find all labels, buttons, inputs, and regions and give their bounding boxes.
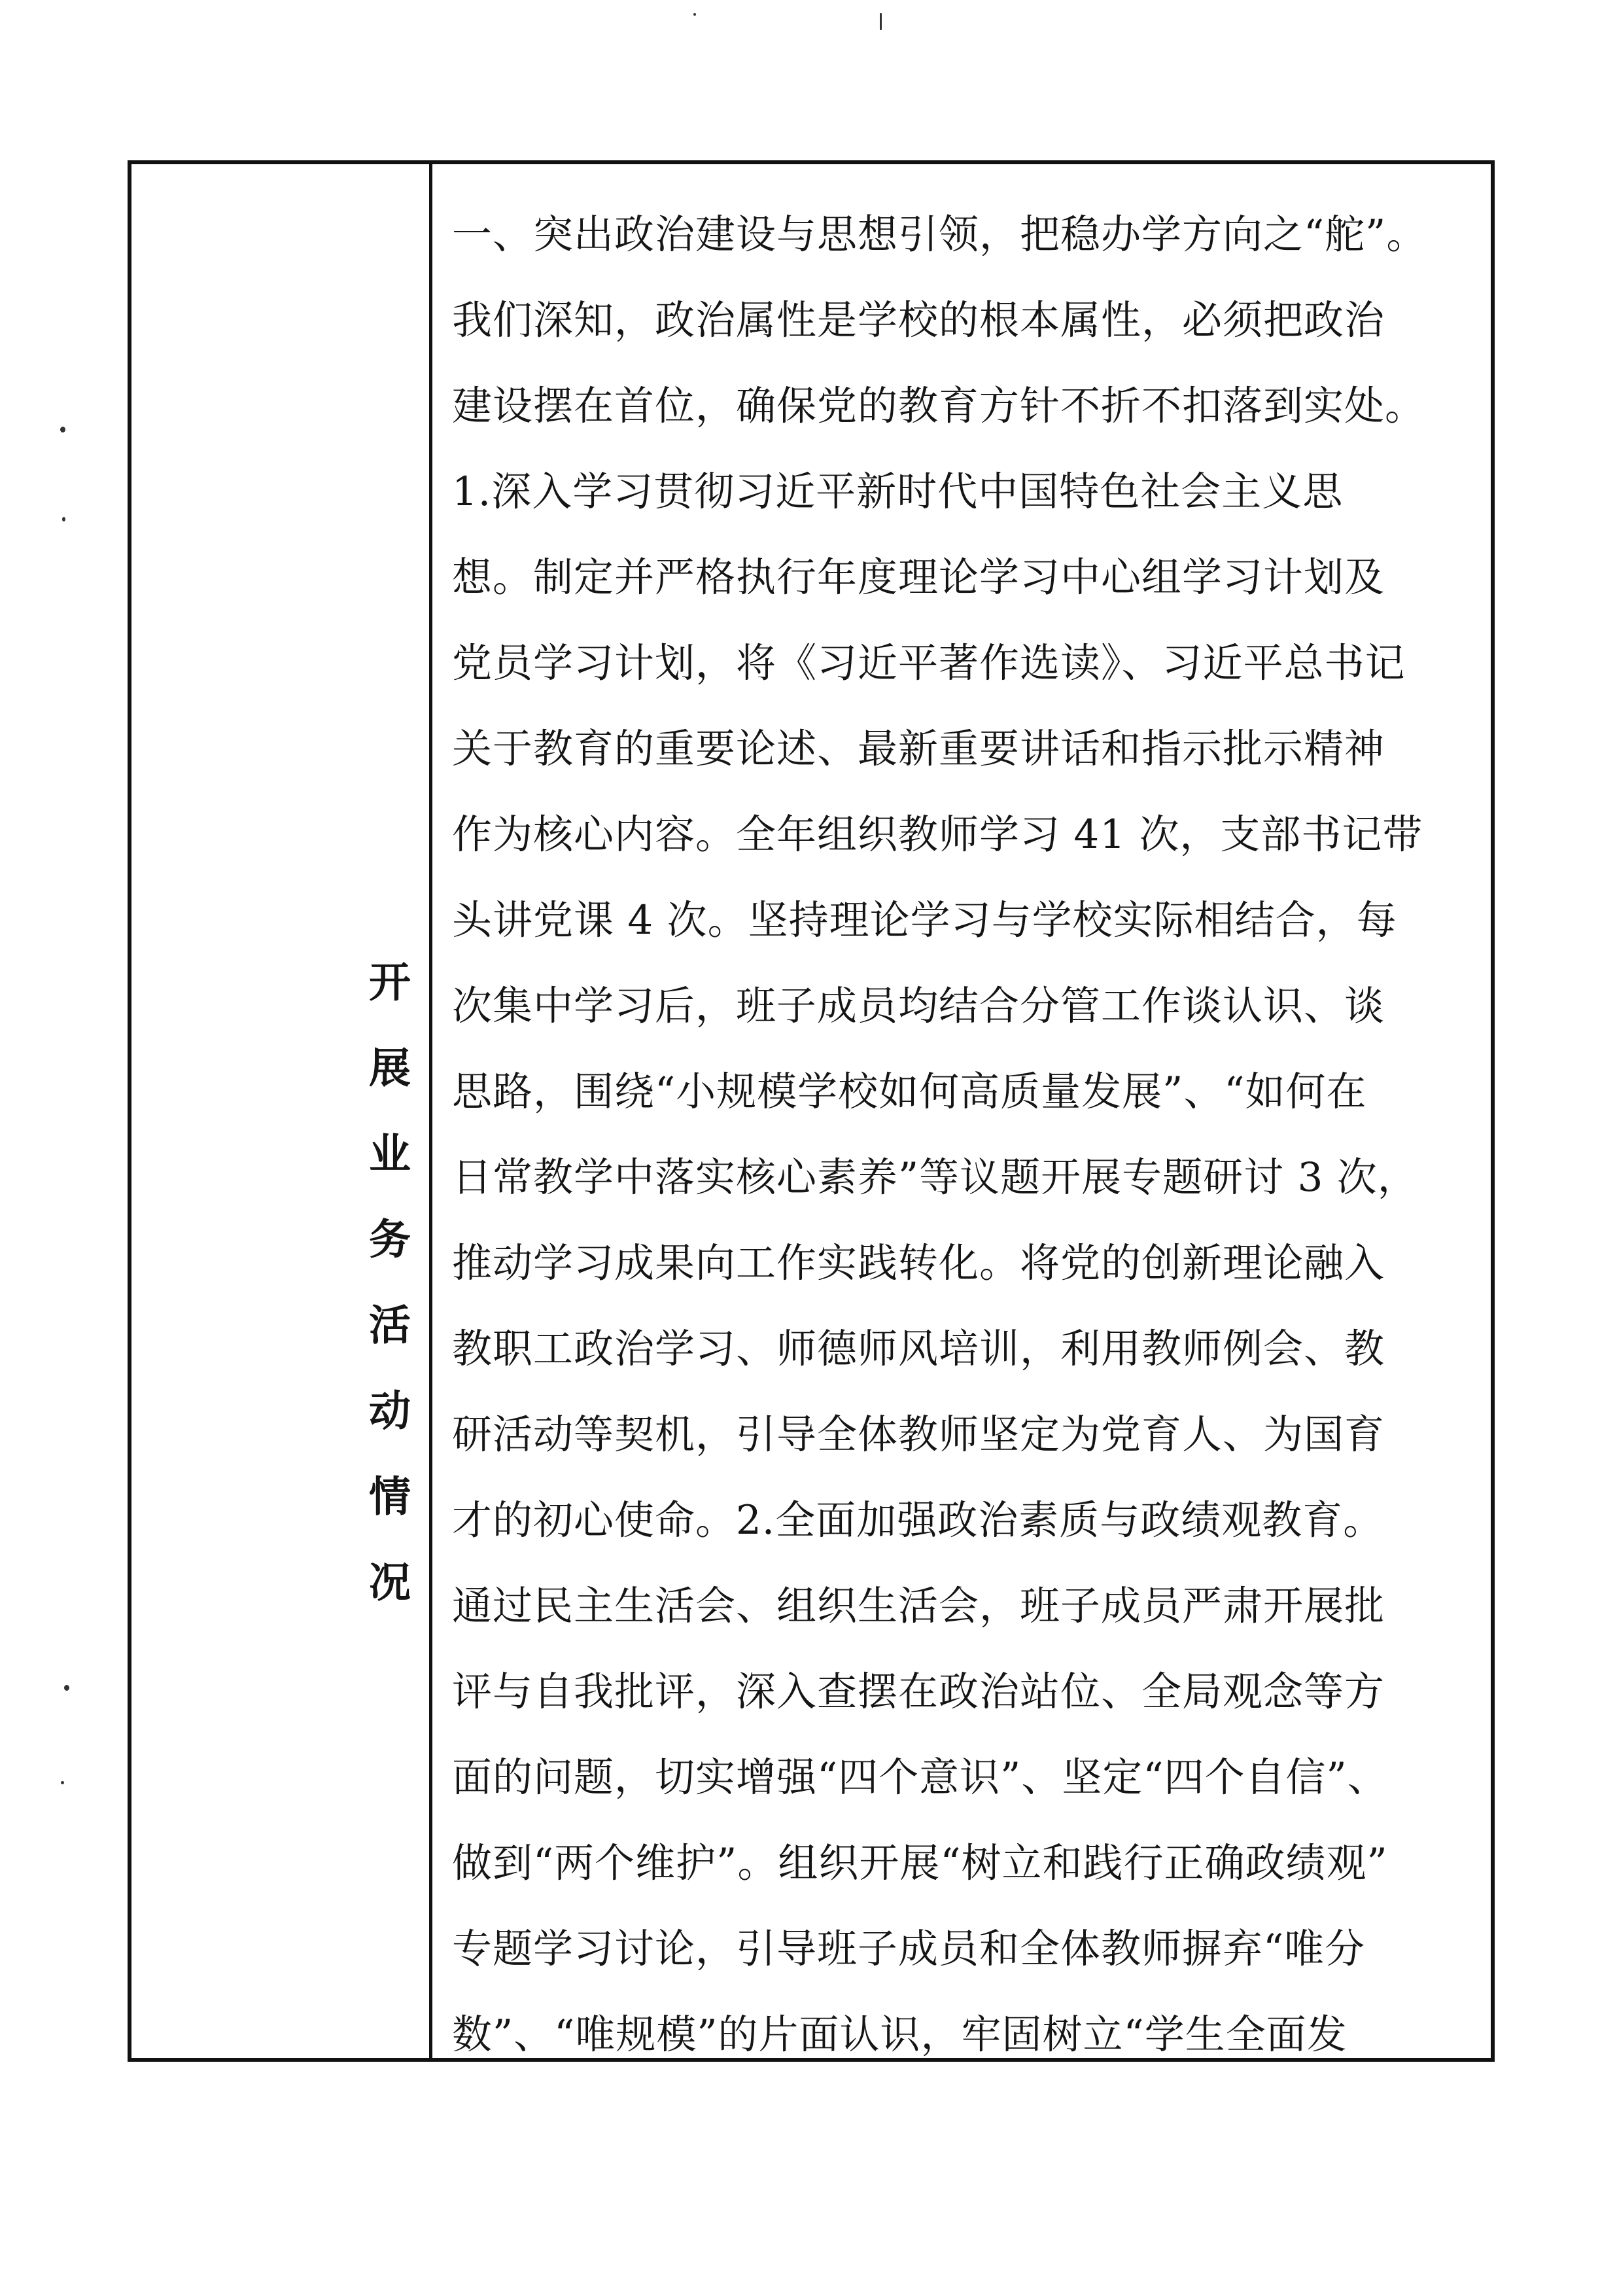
content-cell [432,164,1491,2058]
label-cell [131,164,432,2058]
content-line: 我们深知，政治属性是学校的根本属性，必须把政治 [452,297,1385,344]
content-line: 思路，围绕“小规模学校如何高质量发展”、“如何在 [452,1069,1367,1115]
content-line: 面的问题，切实增强“四个意识”、坚定“四个自信”、 [452,1754,1388,1801]
content-line: 一、突出政治建设与思想引领，把稳办学方向之“舵”。 [452,211,1427,258]
scan-speck [693,13,696,16]
content-line: 1.深入学习贯彻习近平新时代中国特色社会主义思 [452,468,1344,515]
content-line: 次集中学习后，班子成员均结合分管工作谈认识、谈 [452,983,1385,1029]
content-line: 评与自我批评，深入查摆在政治站位、全局观念等方 [452,1669,1385,1715]
section-label [131,943,429,1663]
content-line: 专题学习讨论，引导班子成员和全体教师摒弃“唯分 [452,1926,1366,1972]
content-line: 头讲党课 4 次。坚持理论学习与学校实际相结合，每 [452,897,1397,944]
content-line: 作为核心内容。全年组织教师学习 41 次，支部书记带 [452,811,1423,858]
content-line: 通过民主生活会、组织生活会，班子成员严肃开展批 [452,1583,1385,1629]
content-line: 研活动等契机，引导全体教师坚定为党育人、为国育 [452,1411,1385,1458]
content-line: 关于教育的重要论述、最新重要讲话和指示批示精神 [452,726,1385,772]
form-table [128,160,1495,2062]
scan-speck [62,517,65,521]
content-line: 教职工政治学习、师德师风培训，利用教师例会、教 [452,1326,1385,1372]
scan-speck [880,13,882,30]
content-line: 才的初心使命。2.全面加强政治素质与政绩观教育。 [452,1497,1384,1544]
content-line: 做到“两个维护”。组织开展“树立和践行正确政绩观” [452,1840,1388,1886]
content-line: 日常教学中落实核心素养”等议题开展专题研讨 3 次， [452,1154,1418,1201]
scan-speck [64,1685,69,1691]
scan-speck [60,427,65,433]
content-line: 想。制定并严格执行年度理论学习中心组学习计划及 [452,554,1385,601]
content-line: 建设摆在首位，确保党的教育方针不折不扣落到实处。 [452,383,1426,429]
content-line: 推动学习成果向工作实践转化。将党的创新理论融入 [452,1240,1385,1286]
content-line: 党员学习计划，将《习近平著作选读》、习近平总书记 [452,640,1406,686]
scan-speck [61,1781,64,1784]
content-line: 数”、“唯规模”的片面认识，牢固树立“学生全面发 [452,2011,1348,2058]
section-label-text: 开展业务活动情况 [362,960,411,1646]
